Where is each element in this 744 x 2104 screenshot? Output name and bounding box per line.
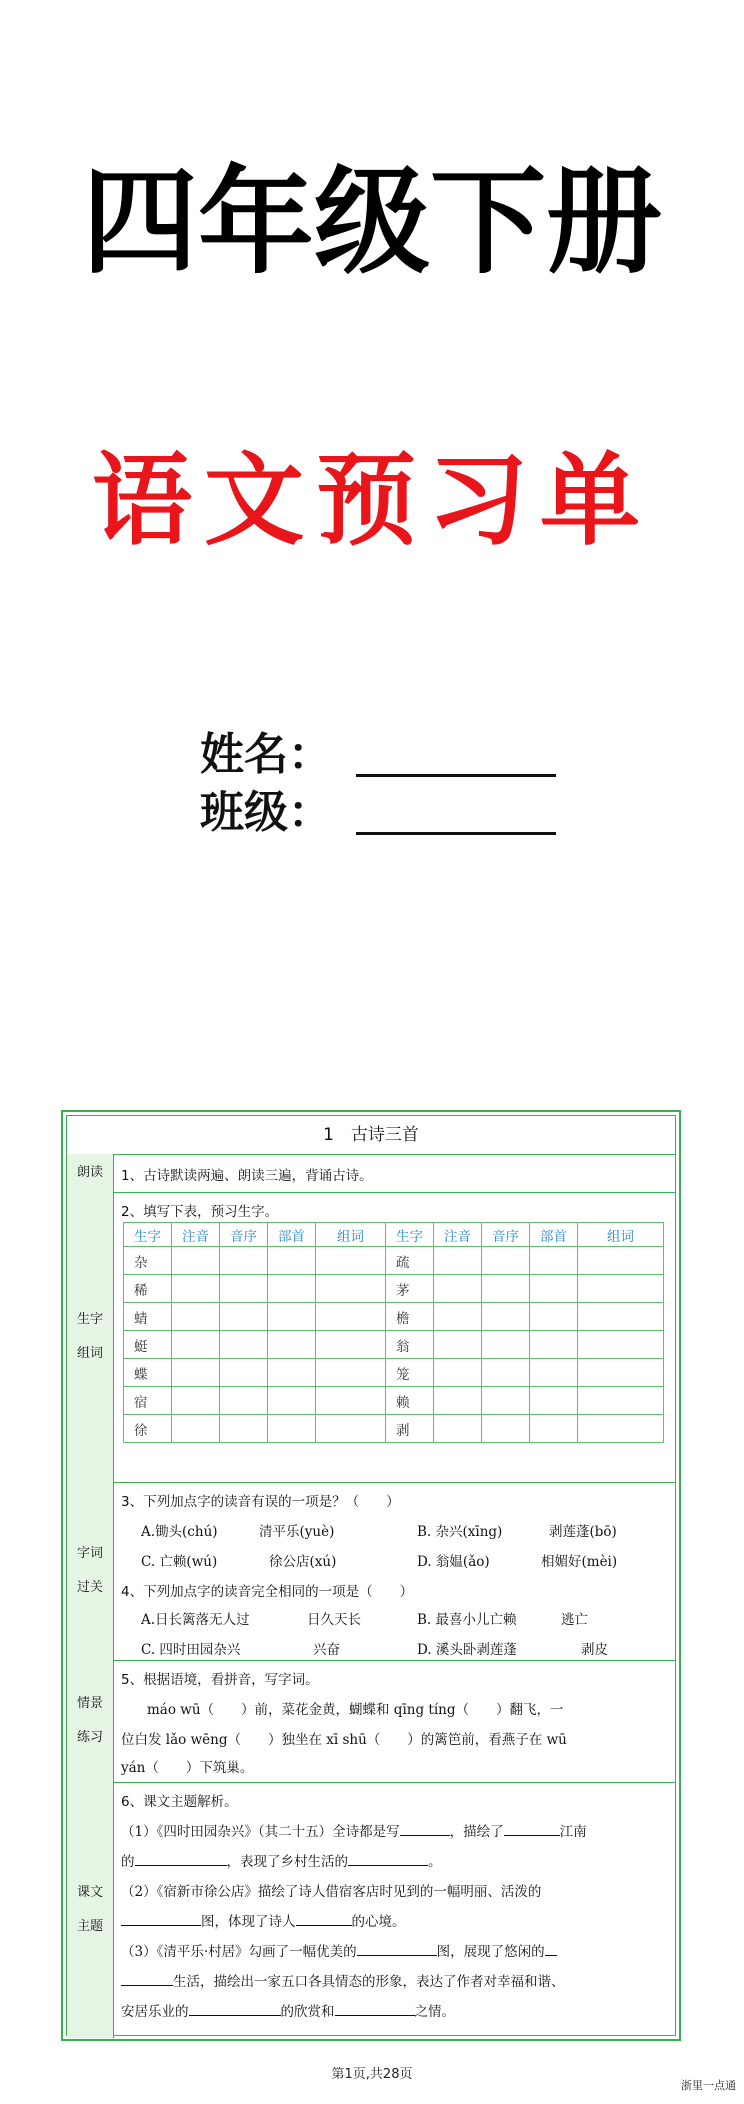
theme-label [67, 1782, 114, 2038]
label-line: 练习 [76, 1730, 103, 1745]
q4-option: C. 四时田园杂兴 [141, 1642, 241, 1658]
answer-blank[interactable] [504, 1823, 560, 1836]
q3-option: 清平乐(yuè) [259, 1524, 335, 1540]
answer-cell[interactable] [482, 1415, 530, 1443]
character-table [123, 1222, 664, 1443]
answer-blank[interactable] [545, 1943, 557, 1956]
table-header [124, 1223, 664, 1247]
answer-cell[interactable] [220, 1415, 268, 1443]
answer-cell[interactable] [220, 1331, 268, 1359]
answer-blank[interactable] [357, 1943, 437, 1956]
answer-cell[interactable] [172, 1303, 220, 1331]
preview-sheet [61, 1110, 681, 2041]
lesson-title: 1 古诗三首 [67, 1116, 675, 1155]
answer-cell[interactable] [530, 1247, 578, 1275]
theme-text-1 [121, 1820, 587, 1840]
answer-cell[interactable] [172, 1275, 220, 1303]
label-line: 课文 [76, 1885, 103, 1900]
header-cell: 音序 [482, 1223, 530, 1247]
character-cell: 蝶 [124, 1359, 172, 1387]
header-cell: 注音 [434, 1223, 482, 1247]
label-line: 过关 [76, 1580, 103, 1595]
answer-cell[interactable] [268, 1247, 316, 1275]
answer-blank[interactable] [121, 1913, 201, 1926]
text-run: （3）《清平乐·村居》勾画了一幅优美的 [121, 1944, 357, 1960]
q4-option: 逃亡 [561, 1612, 588, 1628]
answer-cell[interactable] [268, 1359, 316, 1387]
header-cell: 生字 [386, 1223, 434, 1247]
label-line: 组词 [76, 1346, 103, 1361]
reading-row [67, 1154, 675, 1193]
answer-cell[interactable] [578, 1331, 664, 1359]
answer-cell[interactable] [220, 1247, 268, 1275]
character-cell: 茅 [386, 1275, 434, 1303]
question-5: 5、根据语境，看拼音，写字词。 [121, 1672, 319, 1688]
character-cell: 蜓 [124, 1331, 172, 1359]
header-cell: 部首 [268, 1223, 316, 1247]
answer-cell[interactable] [316, 1359, 386, 1387]
answer-cell[interactable] [220, 1275, 268, 1303]
text-run: 江南 [559, 1824, 587, 1840]
answer-cell[interactable] [434, 1275, 482, 1303]
answer-cell[interactable] [316, 1303, 386, 1331]
question-1: 1、古诗默读两遍、朗读三遍，背诵古诗。 [121, 1168, 373, 1184]
question-6: 6、课文主题解析。 [121, 1794, 238, 1810]
text-run: 安居乐业的 [121, 2004, 189, 2020]
character-cell: 赖 [386, 1387, 434, 1415]
context-line: máo wū（ ）前，菜花金黄，蝴蝶和 qīng tíng（ ）翻飞，一 [147, 1702, 564, 1718]
theme-text-3: （2）《宿新市徐公店》描绘了诗人借宿客店时见到的一幅明丽、活泼的 [121, 1884, 542, 1900]
answer-cell[interactable] [316, 1415, 386, 1443]
theme-text-4 [121, 1910, 406, 1930]
name-field [200, 728, 332, 782]
answer-blank[interactable] [189, 2003, 281, 2016]
answer-cell[interactable] [482, 1387, 530, 1415]
answer-cell[interactable] [434, 1247, 482, 1275]
page-number: 第1页,共28页 [331, 2067, 413, 2082]
label-line: 情景 [76, 1696, 103, 1711]
text-run: ，表现了乡村生活的 [226, 1854, 348, 1870]
header-cell: 音序 [220, 1223, 268, 1247]
text-run: 之情。 [414, 2004, 455, 2020]
table-row [124, 1359, 664, 1387]
table-row [124, 1303, 664, 1331]
theme-text-7 [121, 2000, 455, 2020]
table-row [124, 1415, 664, 1443]
class-underline [356, 832, 556, 835]
character-cell: 稀 [124, 1275, 172, 1303]
text-run: 图，展现了悠闲的 [436, 1944, 545, 1960]
q3-option: B. 杂兴(xīng) [417, 1524, 503, 1540]
answer-cell[interactable] [172, 1415, 220, 1443]
q4-option: 兴奋 [313, 1642, 340, 1658]
answer-cell[interactable] [268, 1331, 316, 1359]
answer-cell[interactable] [578, 1359, 664, 1387]
answer-cell[interactable] [578, 1275, 664, 1303]
character-cell: 徐 [124, 1415, 172, 1443]
answer-blank[interactable] [335, 2003, 415, 2016]
class-field [200, 786, 332, 840]
q4-option: D. 溪头卧剥莲蓬 [417, 1642, 517, 1658]
character-cell: 笼 [386, 1359, 434, 1387]
context-label [67, 1660, 114, 1782]
answer-cell[interactable] [268, 1415, 316, 1443]
answer-cell[interactable] [482, 1275, 530, 1303]
q4-option: 日久天长 [307, 1612, 361, 1628]
q4-option: A.日长篱落无人过 [141, 1612, 250, 1628]
label-line: 字词 [76, 1546, 103, 1561]
label-line: 主题 [76, 1919, 103, 1934]
answer-cell[interactable] [482, 1247, 530, 1275]
label-line: 朗读 [76, 1165, 103, 1180]
q3-option: D. 翁媪(ǎo) [417, 1554, 490, 1570]
brand-watermark: 浙里一点通 [681, 2079, 736, 2092]
header-cell: 组词 [316, 1223, 386, 1247]
answer-cell[interactable] [530, 1275, 578, 1303]
answer-cell[interactable] [578, 1387, 664, 1415]
name-label: 姓名： [200, 729, 332, 780]
characters-label [67, 1192, 114, 1482]
vocab-label [67, 1482, 114, 1660]
text-run: 。 [428, 1854, 442, 1870]
character-cell: 宿 [124, 1387, 172, 1415]
character-cell: 檐 [386, 1303, 434, 1331]
answer-cell[interactable] [530, 1303, 578, 1331]
answer-cell[interactable] [172, 1247, 220, 1275]
answer-blank[interactable] [121, 1973, 173, 1986]
text-run: 图，体现了诗人 [201, 1914, 296, 1930]
answer-cell[interactable] [578, 1415, 664, 1443]
question-2: 2、填写下表，预习生字。 [121, 1204, 279, 1220]
answer-cell[interactable] [268, 1275, 316, 1303]
answer-cell[interactable] [530, 1387, 578, 1415]
characters-row [67, 1192, 675, 1483]
context-row [67, 1660, 675, 1783]
text-run: 的心境。 [351, 1914, 406, 1930]
answer-blank[interactable] [400, 1823, 450, 1836]
answer-cell[interactable] [482, 1331, 530, 1359]
q3-option: 剥莲蓬(bō) [549, 1524, 617, 1540]
question-4: 4、下列加点字的读音完全相同的一项是（ ） [121, 1584, 414, 1600]
context-line: 位白发 lǎo wēng（ ）独坐在 xī shū（ ）的篱笆前，看燕子在 wū [121, 1732, 567, 1748]
q4-option: 剥皮 [581, 1642, 608, 1658]
answer-cell[interactable] [434, 1387, 482, 1415]
question-3: 3、下列加点字的读音有误的一项是？（ ） [121, 1494, 400, 1510]
answer-cell[interactable] [316, 1331, 386, 1359]
cover-subtitle: 语文预习单 [92, 441, 652, 559]
label-line: 生字 [76, 1312, 103, 1327]
answer-cell[interactable] [172, 1331, 220, 1359]
theme-text-6 [121, 1970, 565, 1990]
q3-option: C. 亡赖(wú) [141, 1554, 218, 1570]
text-run: 生活，描绘出一家五口各具情态的形象，表达了作者对幸福和谐、 [173, 1974, 565, 1990]
text-run: 的 [121, 1854, 135, 1870]
header-cell: 生字 [124, 1223, 172, 1247]
character-cell: 翁 [386, 1331, 434, 1359]
q3-option: A.锄头(chú) [141, 1524, 218, 1540]
text-run: 的欣赏和 [280, 2004, 335, 2020]
answer-cell[interactable] [434, 1303, 482, 1331]
cover-title: 四年级下册 [82, 155, 662, 290]
character-cell: 疏 [386, 1247, 434, 1275]
q3-option: 相媚好(mèi) [541, 1554, 618, 1570]
answer-cell[interactable] [434, 1359, 482, 1387]
answer-cell[interactable] [316, 1247, 386, 1275]
answer-cell[interactable] [482, 1303, 530, 1331]
header-cell: 部首 [530, 1223, 578, 1247]
q4-option: B. 最喜小儿亡赖 [417, 1612, 517, 1628]
answer-cell[interactable] [434, 1331, 482, 1359]
answer-cell[interactable] [172, 1359, 220, 1387]
answer-blank[interactable] [348, 1853, 428, 1866]
header-cell: 注音 [172, 1223, 220, 1247]
context-line: yán（ ）下筑巢。 [121, 1760, 254, 1776]
theme-text-5 [121, 1940, 557, 1960]
answer-blank[interactable] [296, 1913, 352, 1926]
answer-cell[interactable] [268, 1387, 316, 1415]
answer-cell[interactable] [530, 1415, 578, 1443]
table-row [124, 1275, 664, 1303]
answer-cell[interactable] [220, 1359, 268, 1387]
class-label: 班级： [200, 787, 332, 838]
text-run: ，描绘了 [449, 1824, 504, 1840]
name-underline [356, 774, 556, 777]
answer-cell[interactable] [316, 1387, 386, 1415]
character-cell: 杂 [124, 1247, 172, 1275]
theme-row [67, 1782, 675, 2038]
answer-cell[interactable] [172, 1387, 220, 1415]
answer-cell[interactable] [268, 1303, 316, 1331]
theme-text-2 [121, 1850, 442, 1870]
answer-cell[interactable] [530, 1331, 578, 1359]
answer-blank[interactable] [135, 1853, 227, 1866]
table-row [124, 1387, 664, 1415]
answer-cell[interactable] [316, 1275, 386, 1303]
text-run: （1）《四时田园杂兴》（其二十五）全诗都是写 [121, 1824, 400, 1840]
answer-cell[interactable] [482, 1359, 530, 1387]
answer-cell[interactable] [220, 1303, 268, 1331]
header-cell: 组词 [578, 1223, 664, 1247]
table-row [124, 1331, 664, 1359]
answer-cell[interactable] [220, 1387, 268, 1415]
table-row [124, 1247, 664, 1275]
character-cell: 剥 [386, 1415, 434, 1443]
character-cell: 蜻 [124, 1303, 172, 1331]
answer-cell[interactable] [434, 1415, 482, 1443]
reading-label [67, 1154, 114, 1192]
vocab-row [67, 1482, 675, 1661]
answer-cell[interactable] [578, 1247, 664, 1275]
answer-cell[interactable] [578, 1303, 664, 1331]
answer-cell[interactable] [530, 1359, 578, 1387]
q3-option: 徐公店(xú) [269, 1554, 337, 1570]
